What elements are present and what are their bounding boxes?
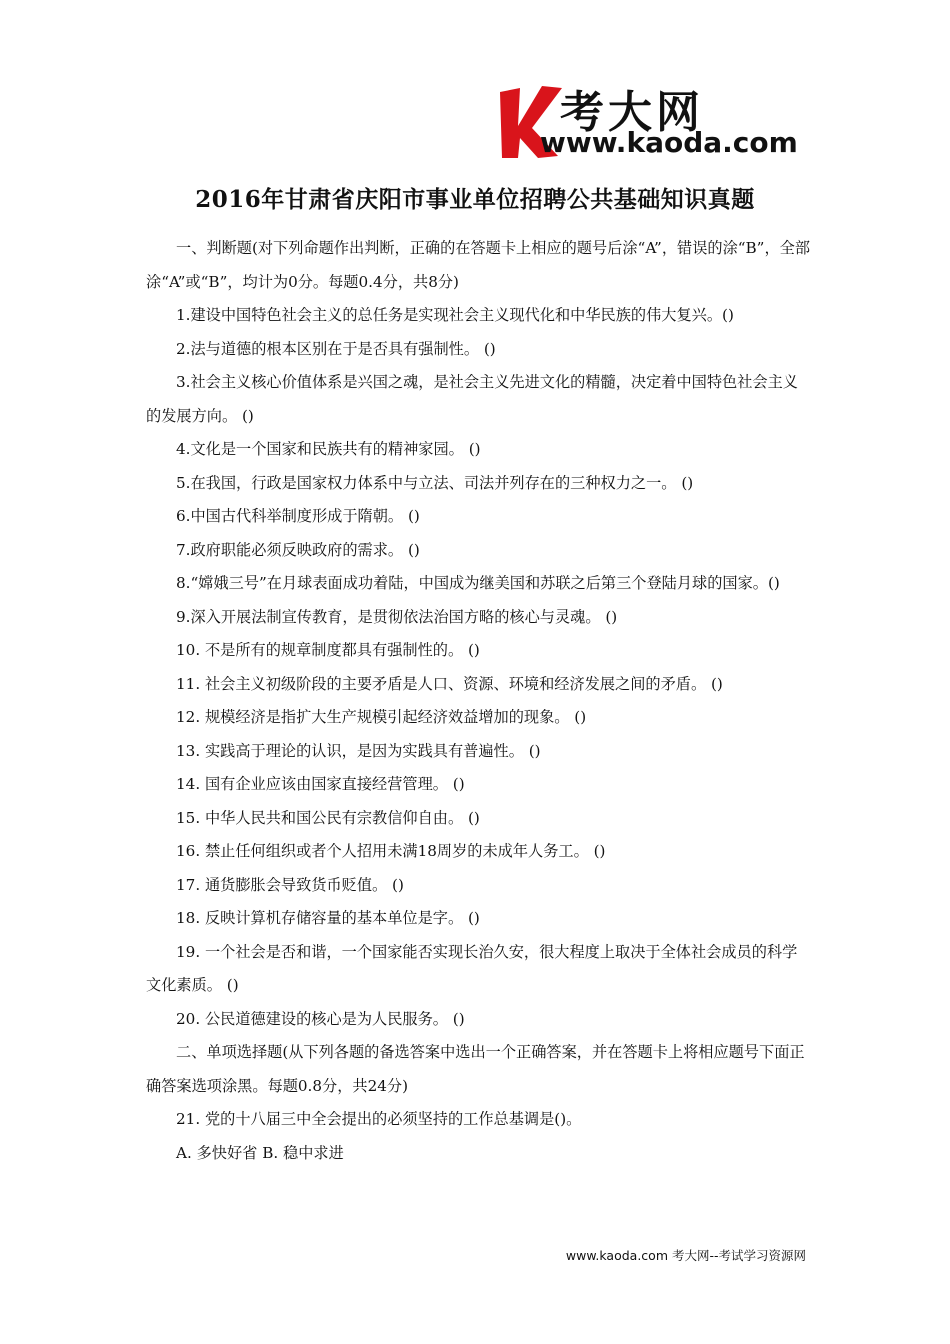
question-item: 20. 公民道德建设的核心是为人民服务。 () [176,1009,465,1028]
question-item: 10. 不是所有的规章制度都具有强制性的。 () [176,641,480,659]
section-heading-single-choice: 二、单项选择题(从下列各题的备选答案中选出一个正确答案，并在答题卡上将相应题号下面正确答案选项涂黑。每题0.8分，共24分) [146,1043,805,1095]
question-item: 1.建设中国特色社会主义的总任务是实现社会主义现代化和中华民族的伟大复兴。() [176,306,734,324]
question-item: 3.社会主义核心价值体系是兴国之魂，是社会主义先进文化的精髓，决定着中国特色社会主义的发展方向。 () [146,373,798,425]
question-item: 19. 一个社会是否和谐，一个国家能否实现长治久安，很大程度上取决于全体社会成员的科学文化素质。 () [146,942,798,994]
question-item: 5.在我国，行政是国家权力体系中与立法、司法并列存在的三种权力之一。 () [176,473,694,492]
question-item: 4.文化是一个国家和民族共有的精神家园。 () [176,440,481,458]
question-item: 7.政府职能必须反映政府的需求。 () [176,540,420,559]
answer-options: A. 多快好省 B. 稳中求进 [176,1143,344,1162]
question-item: 2.法与道德的根本区别在于是否具有强制性。 () [176,339,496,358]
question-item: 14. 国有企业应该由国家直接经营管理。 () [176,775,465,793]
question-item: 17. 通货膨胀会导致货币贬值。 () [176,875,404,894]
question-item: 21. 党的十八届三中全会提出的必须坚持的工作总基调是()。 [176,1110,582,1128]
page-footer: www.kaoda.com 考大网--考试学习资源网 [565,1248,806,1263]
logo-text-cn: 考大网 [560,87,704,138]
kaoda-logo [498,82,818,162]
document-body [146,232,810,1170]
question-item: 11. 社会主义初级阶段的主要矛盾是人口、资源、环境和经济发展之间的矛盾。 () [176,674,723,693]
logo-url: www.kaoda.com [540,126,798,159]
document-title: 2016年甘肃省庆阳市事业单位招聘公共基础知识真题 [195,186,755,213]
question-item: 15. 中华人民共和国公民有宗教信仰自由。 () [176,808,480,827]
question-item: 6.中国古代科举制度形成于隋朝。 () [176,507,420,525]
question-item: 8.“嫦娥三号”在月球表面成功着陆，中国成为继美国和苏联之后第三个登陆月球的国家。() [176,574,780,592]
section-heading-judgment: 一、判断题(对下列命题作出判断，正确的在答题卡上相应的题号后涂“A”，错误的涂“B”，全部涂“A”或“B”，均计为0分。每题0.4分，共8分) [146,239,810,291]
question-item: 9.深入开展法制宣传教育，是贯彻依法治国方略的核心与灵魂。 () [176,607,618,626]
question-item: 18. 反映计算机存储容量的基本单位是字。 () [176,909,480,927]
question-item: 12. 规模经济是指扩大生产规模引起经济效益增加的现象。 () [176,708,587,726]
question-item: 16. 禁止任何组织或者个人招用未满18周岁的未成年人务工。 () [176,842,606,860]
question-item: 13. 实践高于理论的认识，是因为实践具有普遍性。 () [176,741,541,760]
